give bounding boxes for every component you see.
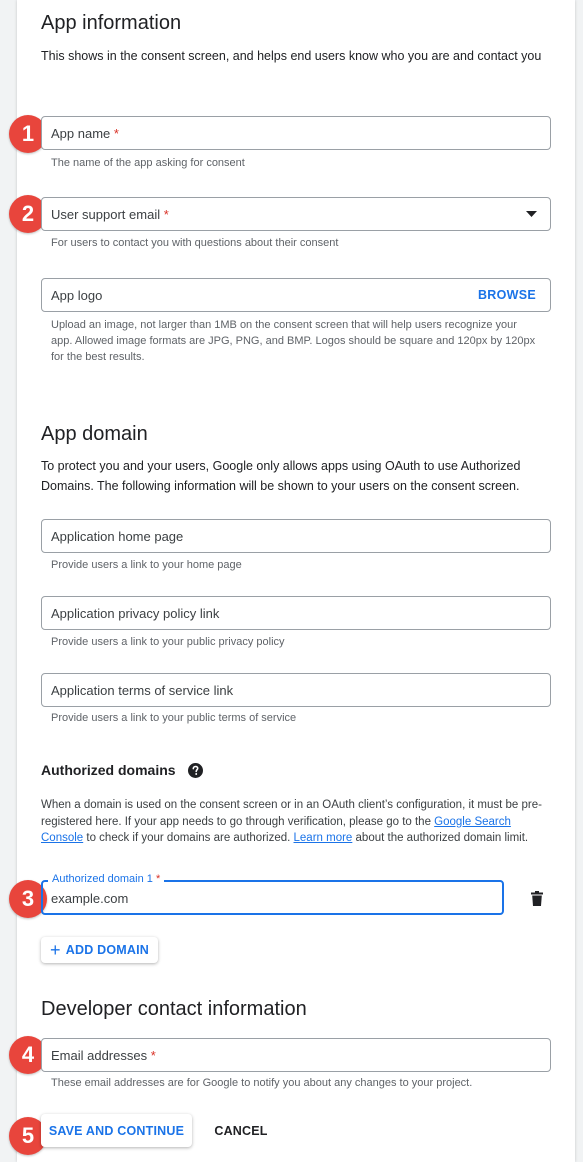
authorized-domains-description: When a domain is used on the consent screen or in an OAuth client’s configuration, it must be pre-registered here. If your app needs to go through verification, please go to the Google Search Console to check if your domains are authorized. Learn more about the authorized domain limit.	[41, 799, 542, 844]
app-information-heading: App information	[41, 12, 182, 34]
privacy-policy-link-hint: Provide users a link to your public privacy policy	[51, 636, 285, 648]
step-badge-2: 2	[9, 195, 47, 233]
authorized-domain-1-label: Authorized domain 1 *	[48, 873, 164, 885]
cancel-button[interactable]: CANCEL	[214, 1123, 268, 1138]
app-domain-heading: App domain	[41, 423, 148, 445]
email-addresses-input[interactable]	[41, 1038, 551, 1072]
google-search-console-link[interactable]: Google Search Console	[41, 815, 511, 844]
authorized-domains-heading: Authorized domains	[41, 762, 176, 778]
user-support-email-hint: For users to contact you with questions about their consent	[51, 237, 339, 249]
app-information-description: This shows in the consent screen, and helps end users know who you are and contact you	[41, 49, 542, 63]
step-badge-1: 1	[9, 115, 47, 153]
user-support-email-select[interactable]	[41, 197, 551, 231]
app-logo-hint: Upload an image, not larger than 1MB on the consent screen that will help users recognize your app. Allowed image formats are JPG, PNG, and BMP. Logos should be square and 120px by 120px for the best results.	[51, 319, 536, 363]
terms-of-service-link-hint: Provide users a link to your public terms of service	[51, 712, 297, 724]
privacy-policy-link-label: Application privacy policy link	[51, 606, 220, 621]
step-badge-5: 5	[9, 1117, 47, 1155]
terms-of-service-link-input[interactable]	[41, 673, 551, 707]
email-addresses-label: Email addresses *	[51, 1048, 156, 1063]
save-and-continue-button[interactable]: SAVE AND CONTINUE	[41, 1114, 192, 1147]
oauth-consent-form-card	[17, 0, 575, 1162]
app-name-input[interactable]	[41, 116, 551, 150]
email-addresses-hint: These email addresses are for Google to notify you about any changes to your project.	[51, 1077, 473, 1089]
terms-of-service-link-label: Application terms of service link	[51, 683, 234, 698]
step-badge-4: 4	[9, 1036, 47, 1074]
browse-button[interactable]: BROWSE	[477, 288, 536, 302]
authorized-domain-1-input[interactable]	[41, 873, 504, 915]
authorized-domain-1-value: example.com	[51, 891, 129, 906]
add-domain-label: ADD DOMAIN	[65, 943, 149, 957]
app-logo-label: App logo	[51, 288, 103, 303]
step-badge-3: 3	[9, 880, 47, 918]
user-support-email-label: User support email *	[51, 207, 169, 222]
app-name-hint: The name of the app asking for consent	[51, 157, 245, 169]
app-name-label: App name *	[51, 126, 119, 141]
application-home-page-hint: Provide users a link to your home page	[51, 559, 242, 571]
app-logo-input[interactable]	[41, 278, 551, 312]
privacy-policy-link-input[interactable]	[41, 596, 551, 630]
learn-more-link[interactable]: Learn more	[293, 832, 353, 844]
add-domain-button[interactable]	[41, 937, 158, 963]
app-domain-description: To protect you and your users, Google only allows apps using OAuth to use Authorized Domains. The following information will be shown to your users on the consent screen.	[41, 459, 521, 493]
application-home-page-input[interactable]	[41, 519, 551, 553]
help-icon[interactable]	[188, 763, 203, 778]
delete-icon[interactable]	[531, 891, 543, 906]
application-home-page-label: Application home page	[51, 529, 184, 544]
plus-icon: +	[50, 940, 61, 960]
developer-contact-heading: Developer contact information	[41, 998, 307, 1020]
dropdown-arrow-icon[interactable]	[526, 211, 537, 217]
